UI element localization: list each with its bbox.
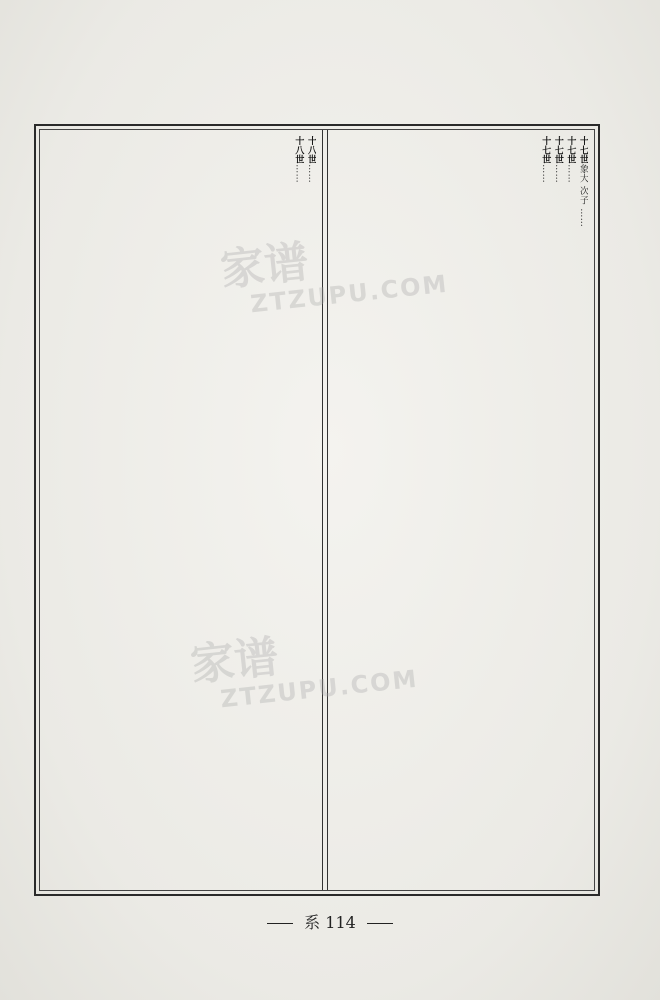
center-divider xyxy=(322,130,328,890)
footer-dash-right xyxy=(367,923,393,924)
genealogy-entry xyxy=(540,136,551,884)
watermark-cn-upper: 家谱 xyxy=(218,236,311,297)
generation-heading: 十七世 xyxy=(540,136,551,165)
entry-text: …… xyxy=(565,164,576,184)
genealogy-entry xyxy=(565,136,576,884)
left-text-column xyxy=(46,136,316,884)
entry-text: …… xyxy=(540,164,551,184)
generation-heading: 十八世 xyxy=(306,136,316,165)
genealogy-entry xyxy=(293,136,304,884)
entry-text: 象大 次子 …… xyxy=(578,164,588,228)
genealogy-entry xyxy=(305,136,316,884)
page-number: 系 114 xyxy=(304,913,356,932)
text-frame xyxy=(34,124,600,896)
page-footer xyxy=(0,910,660,933)
text-frame-inner xyxy=(39,129,595,891)
watermark-cn-lower: 家谱 xyxy=(188,631,281,692)
genealogy-entry xyxy=(552,136,563,884)
generation-heading: 十七世 xyxy=(565,136,576,165)
watermark-url-lower: ZTZUPU.COM xyxy=(219,664,420,714)
entry-text: …… xyxy=(306,164,316,184)
entry-text: …… xyxy=(552,164,563,184)
entry-text: …… xyxy=(293,164,304,184)
generation-heading: 十八世 xyxy=(293,136,304,165)
right-text-column xyxy=(318,136,588,884)
generation-heading: 十七世 xyxy=(578,136,588,165)
genealogy-entry xyxy=(577,136,588,884)
footer-dash-left xyxy=(267,923,293,924)
generation-heading: 十七世 xyxy=(552,136,563,165)
watermark-url-upper: ZTZUPU.COM xyxy=(249,269,450,319)
